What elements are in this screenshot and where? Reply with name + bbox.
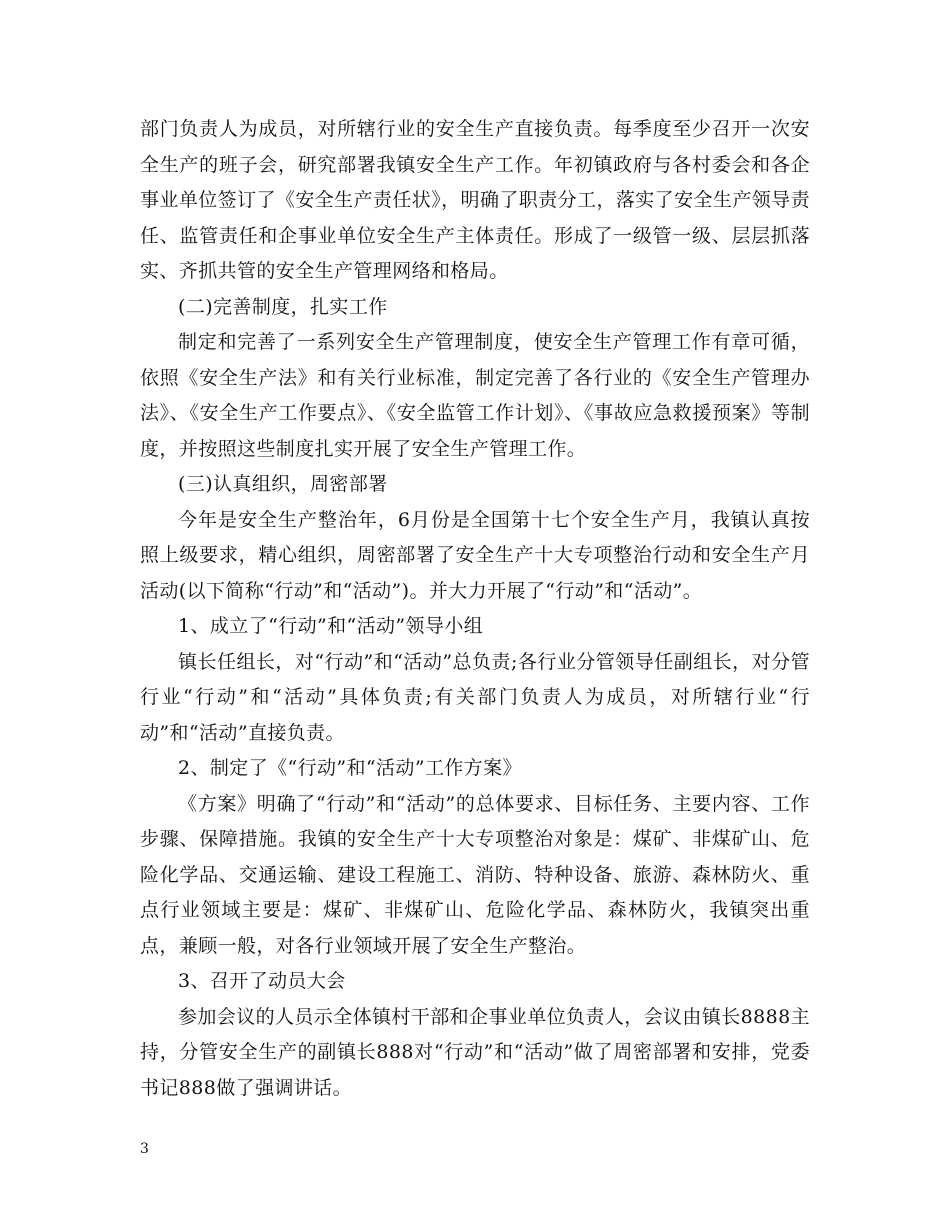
body-paragraph: 今年是安全生产整治年，6月份是全国第十七个安全生产月，我镇认真按照上级要求，精心组织，周密部署了安全生产十大专项整治行动和安全生产月活动(以下简称“行动”和“活动”)。并大力开展了“行动”和“活动”。 [140,508,810,602]
body-paragraph: 部门负责人为成员，对所辖行业的安全生产直接负责。每季度至少召开一次安全生产的班子会，研究部署我镇安全生产工作。年初镇政府与各村委会和各企事业单位签订了《安全生产责任状》，明确了职责分工，落实了安全生产领导责任、监管责任和企事业单位安全生产主体责任。形成了一级管一级、层层抓落实、齐抓共管的安全生产管理网络和格局。 [140,118,810,282]
body-paragraph: 《方案》明确了“行动”和“活动”的总体要求、目标任务、主要内容、工作步骤、保障措施。我镇的安全生产十大专项整治对象是：煤矿、非煤矿山、危险化学品、交通运输、建设工程施工、消防、特种设备、旅游、森林防火、重点行业领域主要是：煤矿、非煤矿山、危险化学品、森林防火，我镇突出重点，兼顾一般，对各行业领域开展了安全生产整治。 [140,792,810,957]
subsection-heading: 2、制定了《“行动”和“活动”工作方案》 [178,757,522,779]
subsection-heading: 3、召开了动员大会 [178,970,346,992]
body-paragraph: 镇长任组长，对“行动”和“活动”总负责;各行业分管领导任副组长，对分管行业“行动”和“活动”具体负责;有关部门负责人为成员，对所辖行业“行动”和“活动”直接负责。 [140,650,810,744]
document-body [140,112,810,1106]
section-heading: (二)完善制度，扎实工作 [178,295,388,318]
section-heading: (三)认真组织，周密部署 [178,473,388,495]
page-number: 3 [140,1141,149,1157]
body-paragraph: 参加会议的人员示全体镇村干部和企事业单位负责人，会议由镇长8888主持，分管安全生产的副镇长888对“行动”和“活动”做了周密部署和安排，党委书记888做了强调讲话。 [140,1005,810,1099]
subsection-heading: 1、成立了“行动”和“活动”领导小组 [178,615,484,637]
body-paragraph: 制定和完善了一系列安全生产管理制度，使安全生产管理工作有章可循，依照《安全生产法》和有关行业标准，制定完善了各行业的《安全生产管理办法》、《安全生产工作要点》、《安全监管工作计划》、《事故应急救援预案》等制度，并按照这些制度扎实开展了安全生产管理工作。 [140,331,810,460]
